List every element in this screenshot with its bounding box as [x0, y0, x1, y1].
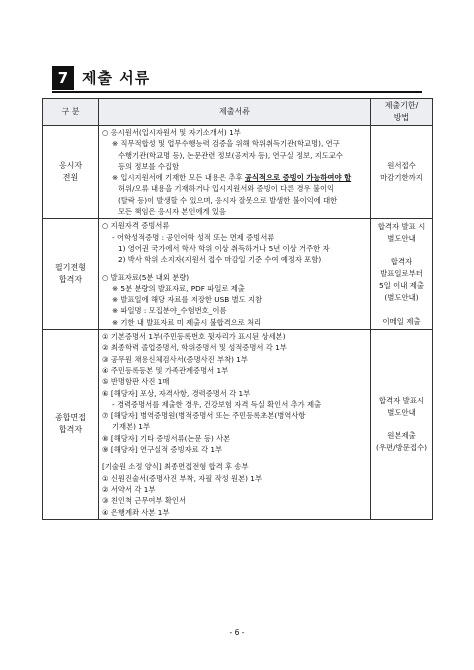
row-documents: [99, 126, 371, 219]
page-number: - 6 -: [229, 628, 245, 637]
document-line-text: ※ 5분 분량의 발표자료, PDF 파일로 제출: [112, 283, 245, 293]
document-line: [102, 243, 367, 254]
document-line: [102, 399, 367, 410]
document-line-text: ④ 은행계좌 사본 1부: [102, 507, 170, 517]
document-line-text: ⑨ [해당자] 연구실적 증빙자료 각 1부: [102, 445, 223, 455]
document-line: [102, 507, 367, 518]
document-line: [102, 232, 367, 243]
document-line-text: ① 기본증명서 1부(주민등록번호 뒷자리가 표시된 상세본): [102, 332, 286, 342]
document-line: [102, 376, 367, 387]
row-deadline: 합격자 발표시 별도안내 원본제출 (우편/방문접수): [371, 330, 433, 520]
document-line: [102, 461, 367, 472]
document-line-text: 등의 정보를 수집함: [118, 161, 180, 171]
document-line: [102, 388, 367, 399]
header-category: 구 분: [43, 99, 99, 126]
document-line: [102, 433, 367, 444]
submission-documents-table: [42, 98, 433, 520]
document-line: [102, 150, 367, 161]
document-line: [102, 161, 367, 172]
document-line-text: ⑧ [해당자] 기타 증빙서류(논문 등) 사본: [102, 433, 231, 443]
document-line-text: ③ 친인척 근무여부 확인서: [102, 496, 186, 506]
document-line-text: ⑦ [해당자] 병역증명원(병적증명서 또는 주민등록초본(병역사항: [102, 411, 306, 421]
document-line-text: ※ 발표일에 해당 자료를 저장한 USB 별도 지참: [112, 295, 263, 305]
row-documents: [99, 330, 371, 520]
document-line: [102, 473, 367, 484]
document-line: [102, 444, 367, 455]
document-line-text: 모든 책임은 응시자 본인에게 있음: [118, 207, 226, 217]
document-line-text: ○ 지원자격 증빙서류: [102, 221, 170, 231]
document-line-text: ※ 입시지원서에 기재한 모든 내용은 추후: [112, 173, 245, 183]
document-line: [102, 365, 367, 376]
document-line: [102, 354, 367, 365]
document-line-text: ② 서약서 각 1부: [102, 484, 156, 494]
document-line-text: 기재본) 1부: [112, 422, 151, 432]
document-line-text: 1) 영어권 국가에서 학사 학위 이상 취득하거나 5년 이상 거주한 자: [118, 243, 330, 253]
document-line-text: 수행기관(학교명 등), 논문관련 정보(공저자 등), 연구실 정보, 지도교수: [118, 150, 343, 160]
document-line: [102, 220, 367, 231]
row-documents: [99, 219, 371, 330]
document-line: [102, 195, 367, 206]
header-deadline: 제출기한/ 방법: [371, 99, 433, 126]
document-line: [102, 317, 367, 328]
row-deadline: 합격자 발표 시 별도안내 합격자 발표일로부터 5일 이내 제출 (별도안내) 이메일 제출: [371, 219, 433, 330]
document-line: [102, 421, 367, 432]
document-line: [102, 206, 367, 217]
document-line-text: 허위/오류 내용을 기재하거나 입시지원서와 증빙이 다른 경우 불이익: [118, 184, 335, 194]
document-line-text: ⑤ 반명함판 사진 1매: [102, 377, 170, 387]
document-line-text: [기술원 소정 양식] 최종면접전형 합격 후 송부: [102, 462, 249, 472]
document-line: [102, 127, 367, 138]
document-line-text: ※ 기한 내 발표자료 미 제출시 불합격으로 처리: [112, 317, 262, 327]
document-line-text: ③ 공무원 채용신체검사서(증명사진 부착) 1부: [102, 354, 248, 364]
row-category: 필기전형 합격자: [43, 219, 99, 330]
document-line: [102, 305, 367, 316]
document-line: [102, 283, 367, 294]
emphasis-text: 공식적으로 증빙이 가능하여야 함: [244, 173, 352, 183]
document-line: [102, 272, 367, 283]
document-line-text: ② 최종학력 졸업증명서, 학위증명서 및 성적증명서 각 1부: [102, 343, 287, 353]
document-line-text: ① 신원진술서(증명사진 부착, 자필 작성 원본) 1부: [102, 473, 262, 483]
document-line: [102, 495, 367, 506]
document-line: [102, 331, 367, 342]
section-header: [52, 66, 422, 94]
document-line-text: ○ 응시원서(입시자원서 및 자기소개서) 1부: [102, 128, 241, 137]
document-line-text: ⑥ [해당자] 포상, 자격사항, 경력증명서 각 1부: [102, 388, 251, 398]
document-line: [102, 484, 367, 495]
document-line: [102, 410, 367, 421]
table-header-row: [43, 99, 433, 126]
document-line: [102, 138, 367, 149]
document-line-text: (탈락 등)이 발생할 수 있으며, 응시자 잘못으로 발생한 불이익에 대한: [118, 195, 338, 205]
table-row: [43, 330, 433, 520]
row-deadline: 원서접수 마감기한까지: [371, 126, 433, 219]
document-line: [102, 294, 367, 305]
document-line-text: - 어학성적증명 : 공인어학 성적 또는 면제 증빙서류: [112, 232, 275, 242]
document-line: [102, 172, 367, 183]
header-docs: 제출서류: [99, 99, 371, 126]
table-row: [43, 219, 433, 330]
document-line-text: ○ 발표자료(5분 내외 분량): [102, 272, 190, 282]
section-number: 7: [52, 66, 74, 90]
document-line-text: ④ 주민등록등본 및 가족관계증명서 1부: [102, 365, 229, 375]
document-line-text: ※ 직무적합성 및 업무수행능력 검증을 위해 학위취득기관(학교명), 연구: [112, 139, 340, 149]
table-row: [43, 126, 433, 219]
document-line-text: - 경력증명서를 제출한 경우, 건강보험 자격 득실 확인서 추가 제출: [112, 399, 322, 409]
section-title: 제출 서류: [82, 69, 151, 87]
section-underline: [52, 91, 422, 93]
document-line: [102, 183, 367, 194]
document-line: [102, 254, 367, 265]
row-category: 종합면접 합격자: [43, 330, 99, 520]
document-line-text: 2) 박사 학위 소지자(지원서 접수 마감일 기준 수여 예정자 포함): [118, 255, 322, 265]
document-line-text: ※ 파일명 : 모집분야_수험번호_이름: [112, 306, 227, 316]
row-category: 응시자 전원: [43, 126, 99, 219]
document-line: [102, 342, 367, 353]
